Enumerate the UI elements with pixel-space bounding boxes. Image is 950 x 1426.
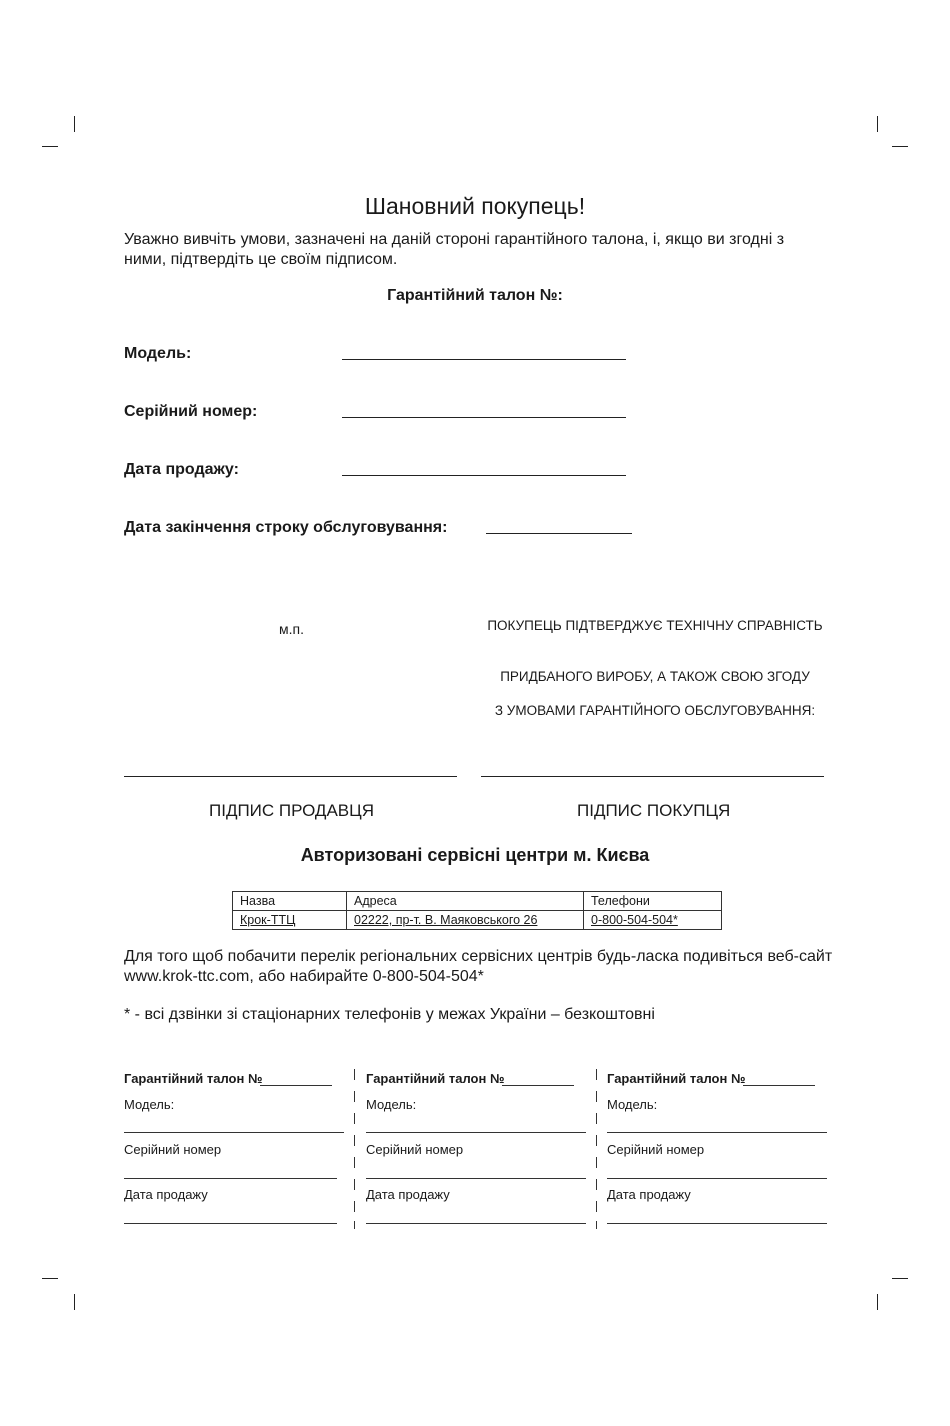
crop-mark [42, 1278, 58, 1279]
column-header-phones: Телефони [584, 892, 722, 911]
stamp-label: м.п. [279, 621, 304, 637]
service-end-field[interactable] [486, 533, 632, 534]
seller-signature-field[interactable] [124, 776, 457, 777]
crop-mark [42, 146, 58, 147]
coupon-serial-label: Серійний номер [366, 1142, 464, 1157]
coupon-sale-date-label: Дата продажу [366, 1187, 450, 1202]
coupon-model-label: Модель: [124, 1097, 175, 1112]
crop-mark [877, 116, 878, 132]
confirmation-line-1: ПОКУПЕЦЬ ПІДТВЕРДЖУЄ ТЕХНІЧНУ СПРАВНІСТЬ [487, 618, 823, 633]
coupon-serial-field[interactable] [607, 1178, 827, 1179]
coupon-sale-date-label: Дата продажу [607, 1187, 691, 1202]
column-header-address: Адреса [347, 892, 584, 911]
serial-label: Серійний номер: [124, 403, 258, 420]
confirmation-line-3: З УМОВАМИ ГАРАНТІЙНОГО ОБСЛУГОВУВАННЯ: [494, 703, 816, 718]
coupon-sale-date-label: Дата продажу [124, 1187, 208, 1202]
coupon-serial-label: Серійний номер [124, 1142, 222, 1157]
buyer-signature-label: ПІДПИС ПОКУПЦЯ [577, 801, 731, 820]
coupon-number-label: Гарантійний талон № [607, 1071, 746, 1086]
coupon-number-label: Гарантійний талон № [124, 1071, 263, 1086]
intro-text: Уважно вивчіть умови, зазначені на даній стороні гарантійного талона, і, якщо ви згодні з ними, підтвердіть це своїм підписом. [124, 231, 785, 268]
coupon-number-label: Гарантійний талон № [366, 1071, 505, 1086]
table-row [233, 911, 722, 930]
service-centers-table [232, 891, 722, 930]
coupon-number-field[interactable] [743, 1085, 815, 1086]
coupon-number-field[interactable] [260, 1085, 332, 1086]
footnote: * - всі дзвінки зі стаціонарних телефонів у межах України – безкоштовні [124, 1006, 655, 1023]
coupon-model-field[interactable] [124, 1132, 344, 1133]
sale-date-label: Дата продажу: [124, 461, 239, 478]
confirmation-line-2: ПРИДБАНОГО ВИРОБУ, А ТАКОЖ СВОЮ ЗГОДУ [500, 669, 810, 684]
crop-mark [892, 1278, 908, 1279]
serial-field[interactable] [342, 417, 626, 418]
buyer-signature-field[interactable] [481, 776, 824, 777]
coupon-sale-date-field[interactable] [124, 1223, 337, 1224]
service-center-name[interactable]: Крок-ТТЦ [233, 911, 347, 930]
service-center-address[interactable]: 02222, пр-т. В. Маяковського 26 [347, 911, 584, 930]
service-end-label: Дата закінчення строку обслуговування: [124, 519, 448, 536]
coupon-sale-date-field[interactable] [366, 1223, 586, 1224]
coupon-sale-date-field[interactable] [607, 1223, 827, 1224]
coupon-model-field[interactable] [607, 1132, 827, 1133]
service-center-phone[interactable]: 0-800-504-504* [584, 911, 722, 930]
column-header-name: Назва [233, 892, 347, 911]
coupon-model-field[interactable] [366, 1132, 586, 1133]
table-header-row [233, 892, 722, 911]
page-title: Шановний покупець! [364, 193, 586, 219]
coupon-model-label: Модель: [366, 1097, 417, 1112]
coupon-serial-label: Серійний номер [607, 1142, 705, 1157]
coupon-2 [366, 1071, 581, 1202]
warranty-number-label: Гарантійний талон №: [387, 287, 563, 304]
coupon-number-field[interactable] [502, 1085, 574, 1086]
seller-signature-label: ПІДПИС ПРОДАВЦЯ [209, 801, 374, 820]
service-centers-title: Авторизовані сервісні центри м. Києва [300, 845, 650, 865]
coupon-serial-field[interactable] [124, 1178, 337, 1179]
coupon-model-label: Модель: [607, 1097, 658, 1112]
regional-centers-note: Для того щоб побачити перелік регіональних сервісних центрів будь-ласка подивіться веб-сайт www.krok-ttc.com, або набирайте 0-800-504-504* [124, 948, 833, 985]
sale-date-field[interactable] [342, 475, 626, 476]
coupon-3 [607, 1071, 822, 1202]
coupon-serial-field[interactable] [366, 1178, 586, 1179]
crop-mark [74, 116, 75, 132]
model-field[interactable] [342, 359, 626, 360]
coupon-1 [124, 1071, 339, 1202]
crop-mark [74, 1294, 75, 1310]
crop-mark [877, 1294, 878, 1310]
model-label: Модель: [124, 345, 192, 362]
crop-mark [892, 146, 908, 147]
